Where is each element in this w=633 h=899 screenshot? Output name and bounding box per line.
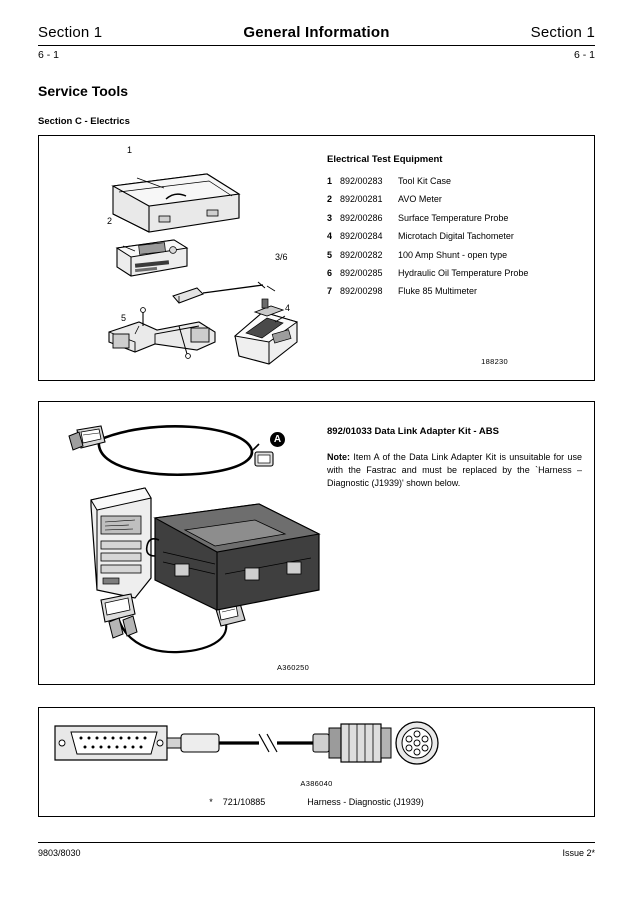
marker-a-icon: A — [270, 432, 285, 447]
item-code: 892/00282 — [340, 249, 383, 260]
list-title: Electrical Test Equipment — [327, 154, 443, 165]
note-label: Note: — [327, 452, 350, 462]
item-number: 4 — [327, 231, 333, 242]
leader-line-36 — [267, 286, 275, 291]
callout-1: 1 — [127, 145, 133, 155]
handheld-reader-drawing — [91, 488, 151, 598]
figure-reference-code: 188230 — [481, 357, 508, 366]
figure-data-link-adapter — [39, 402, 327, 684]
carry-case-drawing — [147, 504, 319, 610]
list-item — [327, 232, 582, 242]
item-number: 1 — [327, 176, 333, 186]
kit-note — [327, 451, 582, 490]
header-right-section: Section 1 — [530, 24, 595, 41]
list-item — [327, 251, 582, 261]
harness-caption — [209, 797, 424, 807]
item-number: 2 — [327, 194, 333, 205]
footnote-star: * — [209, 797, 213, 807]
item-code: 892/00283 — [340, 176, 383, 186]
item-description: Tool Kit Case — [398, 176, 452, 186]
item-number: 6 — [327, 267, 333, 278]
section-heading: Service Tools — [38, 83, 129, 99]
callout-5: 5 — [121, 313, 127, 323]
data-link-kit-text — [327, 426, 582, 490]
harness-illustration-group — [45, 714, 598, 784]
item-description: Surface Temperature Probe — [398, 212, 509, 223]
item-number: 3 — [327, 212, 333, 223]
temperature-probe-drawing — [173, 282, 265, 303]
callout-2: 2 — [107, 216, 113, 226]
electrical-test-equipment-list — [327, 154, 582, 306]
avo-meter-drawing — [117, 240, 187, 276]
item-code: 892/00285 — [340, 267, 383, 278]
tool-kit-case-drawing — [113, 174, 239, 232]
data-link-illustration-group — [39, 402, 327, 684]
list-item — [327, 177, 582, 187]
list-item — [327, 287, 582, 297]
figure-reference-code: A386040 — [300, 779, 333, 788]
figure-reference-code: A360250 — [277, 663, 310, 672]
list-item — [327, 195, 582, 205]
callout-4: 4 — [285, 303, 291, 313]
figure-panel-data-link-adapter-kit — [38, 401, 595, 685]
item-code: 892/00281 — [340, 194, 383, 205]
item-description: AVO Meter — [398, 194, 442, 205]
page-number-left: 6 - 1 — [38, 49, 60, 61]
callout-3-6: 3/6 — [275, 252, 288, 262]
figure-panel-electrical-test-equipment — [38, 135, 595, 381]
footer-document-number: 9803/8030 — [38, 848, 81, 858]
item-description: Fluke 85 Multimeter — [398, 286, 478, 297]
item-description: 100 Amp Shunt - open type — [398, 249, 508, 260]
page-footer — [38, 843, 595, 858]
list-item — [327, 269, 582, 279]
item-code: 892/00284 — [340, 231, 383, 242]
kit-heading: 892/01033 Data Link Adapter Kit - ABS — [327, 426, 499, 437]
figure-electrical-tools — [39, 136, 321, 380]
page-number-row — [38, 46, 595, 61]
page-number-right: 6 - 1 — [573, 49, 595, 61]
footer-issue: Issue 2* — [562, 848, 595, 858]
item-number: 7 — [327, 286, 333, 297]
item-number: 5 — [327, 249, 333, 260]
adapter-cable-drawing — [69, 426, 273, 475]
list-item — [327, 214, 582, 224]
page-title-header: General Information — [243, 24, 390, 41]
page-header — [38, 0, 595, 41]
item-code: 892/00286 — [340, 212, 383, 223]
bayonet-connector-drawing — [313, 722, 438, 764]
dsub-connector-drawing — [55, 726, 167, 760]
item-description: Hydraulic Oil Temperature Probe — [398, 267, 529, 278]
figure-panel-harness-diagnostic — [38, 707, 595, 817]
subsection-heading: Section C - Electrics — [38, 116, 130, 127]
part-description: Harness - Diagnostic (J1939) — [307, 797, 424, 807]
harness-cable-drawing — [167, 734, 313, 752]
item-description: Microtach Digital Tachometer — [398, 231, 514, 242]
part-number: 721/10885 — [222, 797, 266, 807]
note-body: Item A of the Data Link Adapter Kit is unsuitable for use with the Fastrac and must be replaced by the `Harness – Diagnostic (J1939)' shown below. — [327, 452, 582, 489]
item-code: 892/00298 — [340, 286, 383, 297]
header-left-section: Section 1 — [38, 24, 103, 41]
